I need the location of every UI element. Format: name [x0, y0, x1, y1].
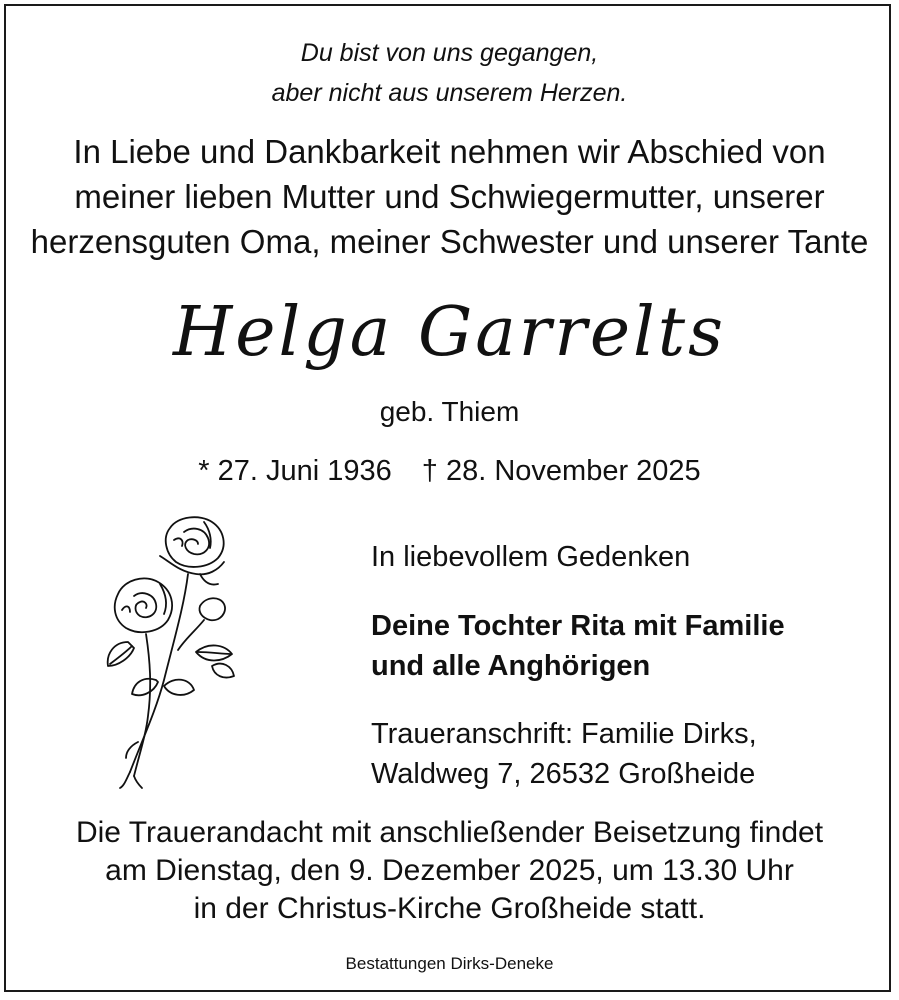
memorial-heading: In liebevollem Gedenken: [371, 541, 691, 573]
address-line-2: Waldweg 7, 26532 Großheide: [371, 758, 756, 790]
address-line-1: Traueranschrift: Familie Dirks,: [371, 718, 757, 750]
service-line-1: Die Trauerandacht mit anschließender Beisetzung findet: [75, 816, 824, 849]
mourning-address: [371, 714, 871, 794]
service-announcement: [0, 814, 899, 928]
undertaker-name: Bestattungen Dirks-Deneke: [345, 954, 554, 973]
service-line-2: am Dienstag, den 9. Dezember 2025, um 13.30 Uhr: [105, 854, 794, 887]
verse-line-1: Du bist von uns gegangen,: [300, 39, 599, 67]
intro-text: [0, 129, 899, 264]
birth-date: * 27. Juni 1936: [198, 455, 392, 487]
life-dates: [0, 450, 899, 492]
intro-line-1: In Liebe und Dankbarkeit nehmen wir Abschied von: [73, 133, 826, 170]
verse-line-2: aber nicht aus unserem Herzen.: [271, 79, 628, 107]
family-line-1: Deine Tochter Rita mit Familie: [371, 610, 785, 642]
family-signature: [371, 606, 871, 686]
intro-line-3: herzensguten Oma, meiner Schwester und unserer Tante: [30, 223, 869, 260]
family-line-2: und alle Anghörigen: [371, 650, 651, 682]
rose-bouquet-icon: [100, 510, 250, 790]
intro-line-2: meiner lieben Mutter und Schwiegermutter, unserer: [74, 178, 825, 215]
deceased-name: Helga Garrelts: [172, 293, 727, 372]
death-date: † 28. November 2025: [421, 455, 701, 487]
verse: [0, 33, 899, 113]
service-line-3: in der Christus-Kirche Großheide statt.: [193, 892, 706, 925]
birth-name: geb. Thiem: [379, 396, 520, 427]
